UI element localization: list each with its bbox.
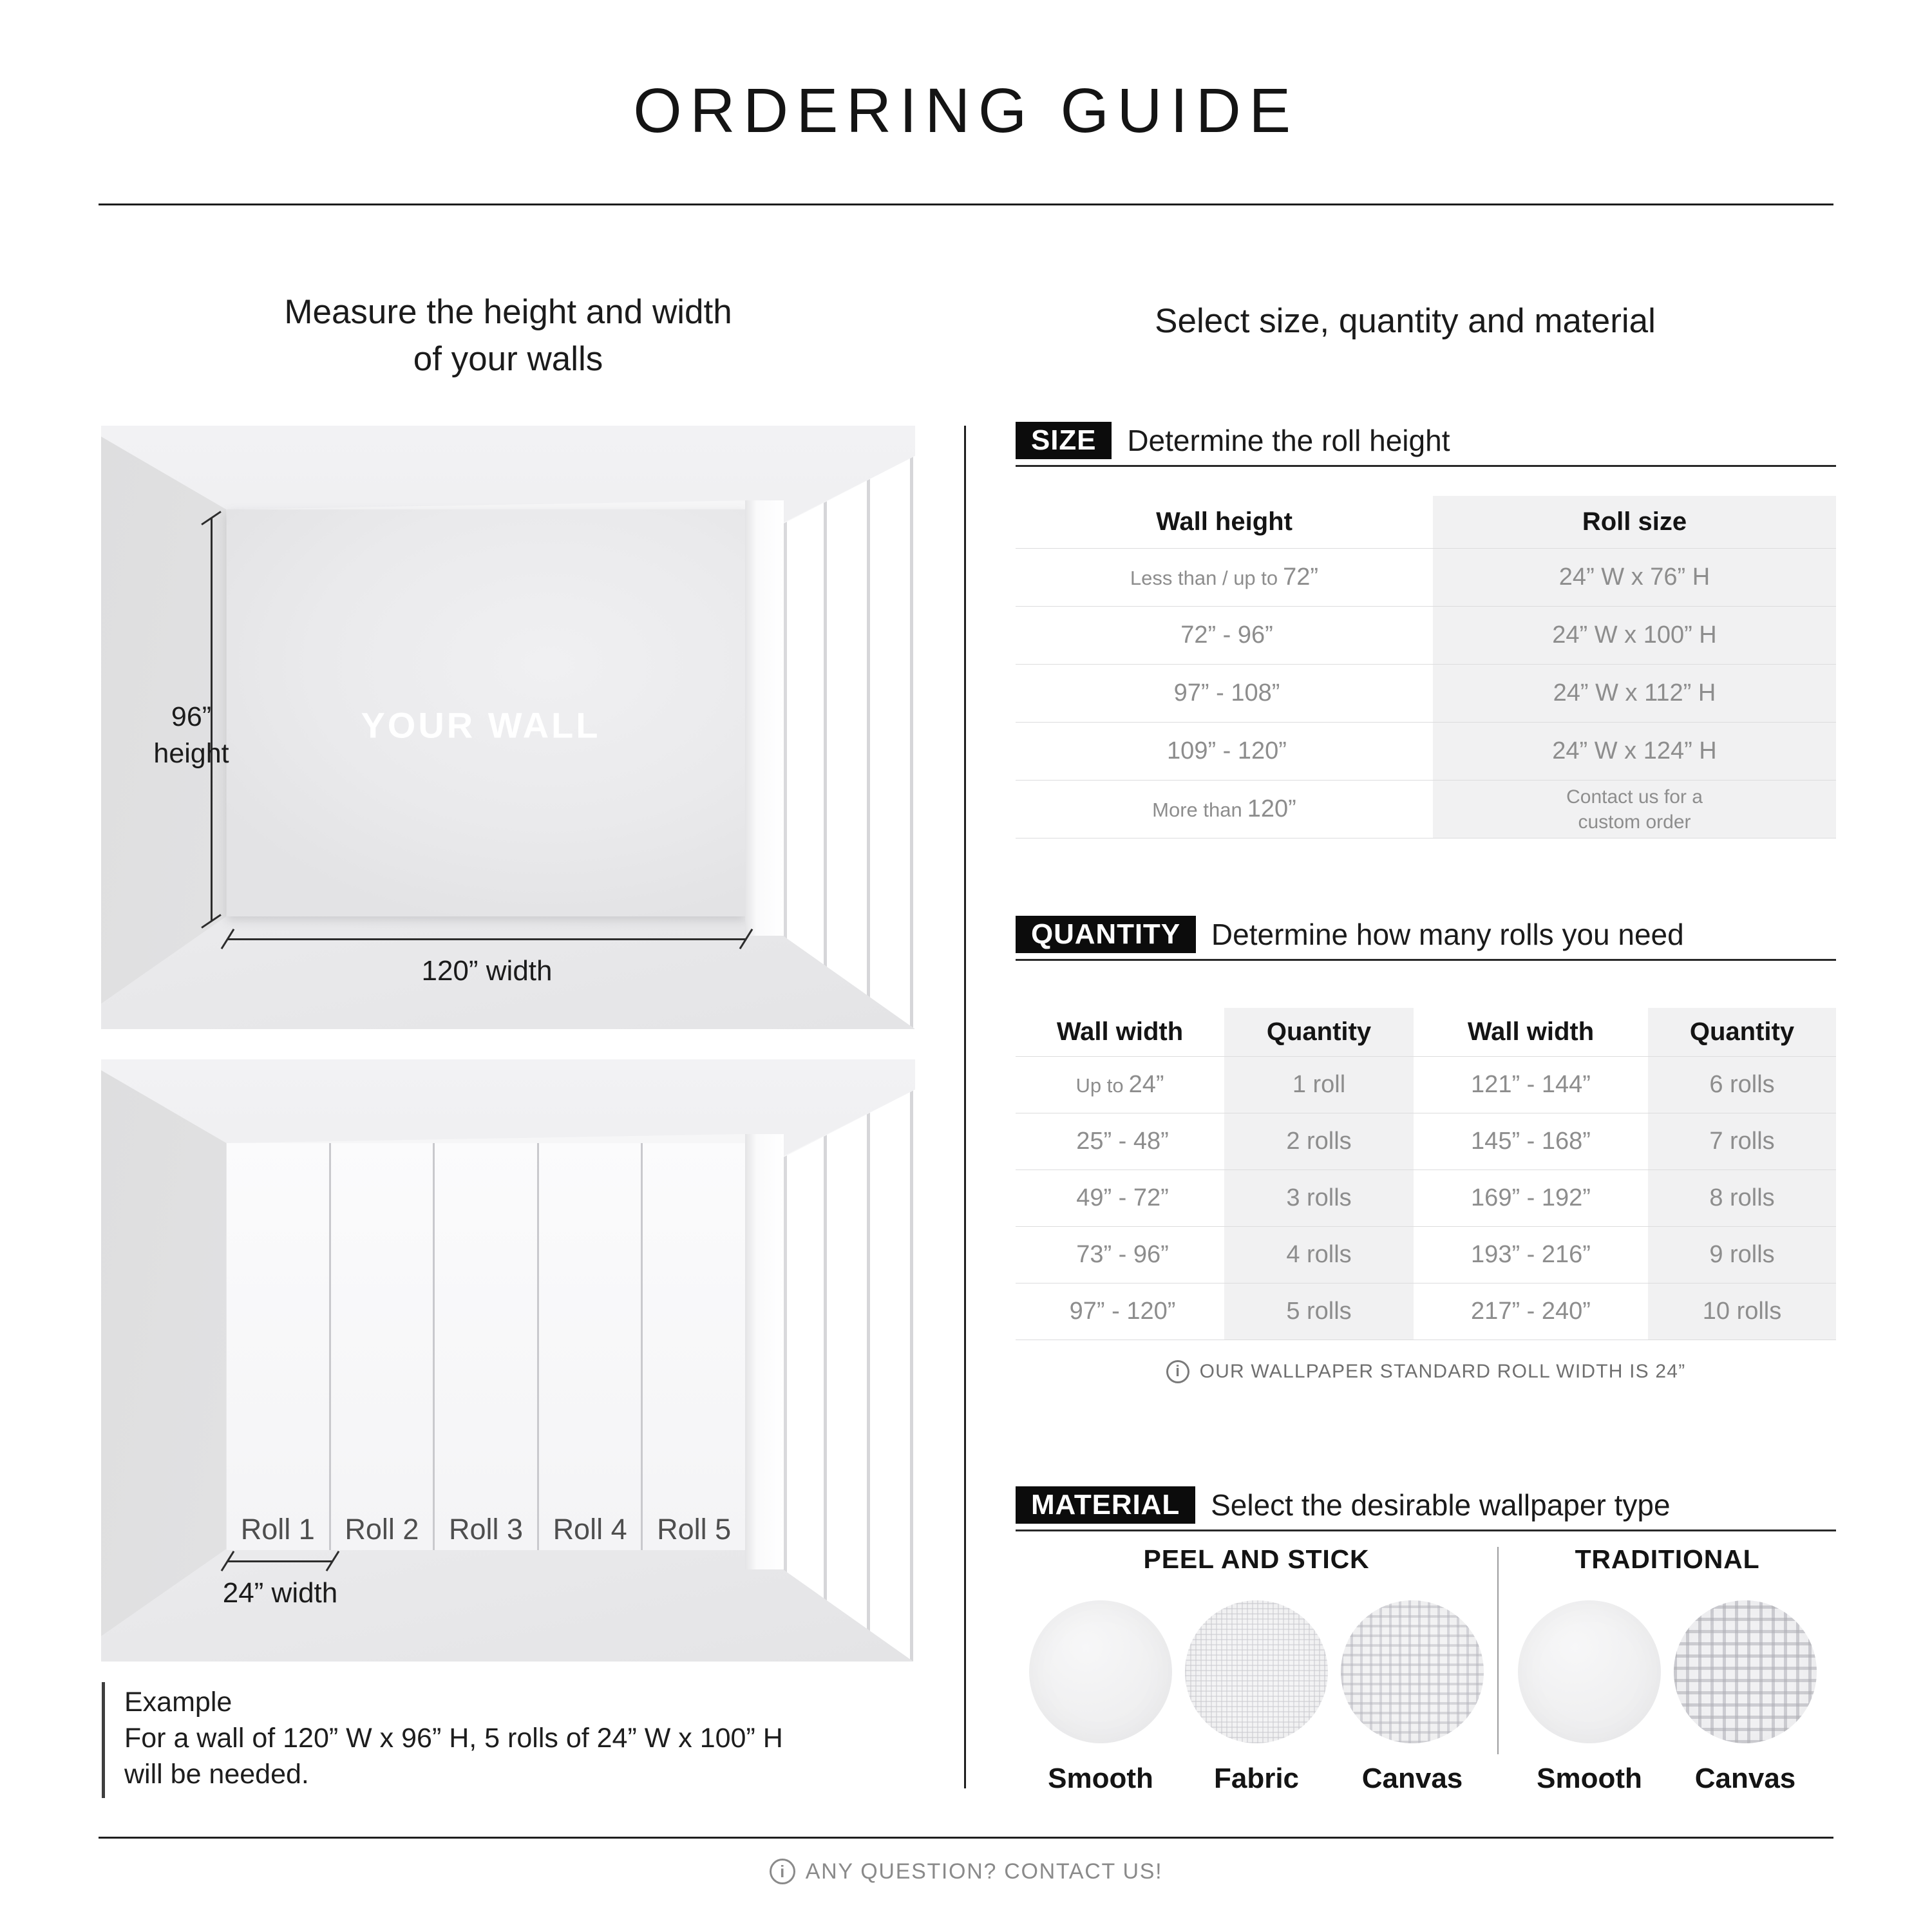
cell-value: 25” - 48”	[1076, 1128, 1169, 1155]
material-swatches	[1029, 1600, 1484, 1795]
canvas-texture-swatch	[1341, 1600, 1484, 1743]
column-divider	[964, 426, 966, 1788]
material-option-label: Smooth	[1537, 1763, 1642, 1794]
example-line1: For a wall of 120” W x 96” H, 5 rolls of 24” W x 100” H	[124, 1722, 783, 1754]
table-cell-wall-width: 121” - 144”	[1414, 1057, 1648, 1113]
cell-value: 97” - 120”	[1069, 1298, 1176, 1325]
material-badge: MATERIAL	[1016, 1486, 1195, 1524]
material-group-title: PEEL AND STICK	[1143, 1544, 1370, 1574]
roll-panel	[227, 1143, 329, 1550]
smooth-texture-swatch	[1029, 1600, 1172, 1743]
table-cell-wall-width: 145” - 168”	[1414, 1113, 1648, 1170]
roll-panel	[539, 1143, 641, 1550]
qty-col-header-wall2: Wall width	[1414, 1008, 1648, 1057]
height-dimension-label	[113, 699, 270, 772]
table-cell-wall-width	[1016, 1170, 1224, 1227]
table-cell-wall-height	[1016, 781, 1433, 838]
smooth-texture-swatch	[1518, 1600, 1661, 1743]
example-block	[102, 1682, 958, 1798]
material-section-header	[1016, 1486, 1836, 1531]
material-option-smooth	[1518, 1600, 1661, 1795]
cell-prefix: Up to	[1075, 1074, 1124, 1097]
cell-value: 73” - 96”	[1076, 1241, 1169, 1268]
title-divider	[99, 204, 1833, 205]
size-col-header-wall: Wall height	[1016, 496, 1433, 549]
roll-panel	[643, 1143, 745, 1550]
table-cell-wall-height	[1016, 723, 1433, 781]
table-cell-quantity: 3 rolls	[1224, 1170, 1414, 1227]
table-cell-quantity: 9 rolls	[1648, 1227, 1836, 1283]
size-badge: SIZE	[1016, 422, 1112, 459]
qty-col-header-qty1: Quantity	[1224, 1008, 1414, 1057]
cell-value: 72”	[1283, 564, 1319, 591]
cell-line2: custom order	[1578, 811, 1691, 833]
table-cell-quantity: 8 rolls	[1648, 1170, 1836, 1227]
cell-value: 97” - 108”	[1173, 679, 1280, 706]
right-column-heading: Select size, quantity and material	[1155, 302, 1656, 340]
material-group-peel-and-stick	[1016, 1544, 1497, 1795]
table-cell-wall-width: 193” - 216”	[1414, 1227, 1648, 1283]
height-word: height	[153, 737, 229, 769]
table-cell-roll-size: 24” W x 112” H	[1433, 665, 1836, 723]
page-title: ORDERING GUIDE	[633, 75, 1299, 146]
cell-line1: Contact us for a	[1566, 786, 1703, 808]
material-group-title: TRADITIONAL	[1575, 1544, 1760, 1574]
quantity-badge: QUANTITY	[1016, 916, 1196, 953]
material-groups	[1016, 1544, 1836, 1795]
width-dimension-line	[228, 938, 746, 940]
material-option-label: Canvas	[1361, 1763, 1463, 1794]
left-column-heading	[101, 289, 915, 383]
material-section-title: Select the desirable wallpaper type	[1211, 1488, 1671, 1522]
quantity-section-header	[1016, 916, 1836, 961]
material-option-fabric	[1185, 1600, 1328, 1795]
roll-panel	[331, 1143, 433, 1550]
material-option-label: Smooth	[1048, 1763, 1153, 1794]
height-value: 96”	[171, 701, 212, 732]
table-cell-wall-width	[1016, 1227, 1224, 1283]
roll-width-dimension-line	[228, 1560, 332, 1562]
quantity-table	[1016, 1008, 1836, 1340]
room-illustration-rolls	[101, 1059, 915, 1662]
table-cell-quantity: 4 rolls	[1224, 1227, 1414, 1283]
material-option-label: Canvas	[1694, 1763, 1796, 1794]
room-back-wall	[227, 509, 745, 916]
material-option-label: Fabric	[1213, 1763, 1300, 1794]
cell-prefix: Less than / up to	[1130, 567, 1278, 589]
footer-note-text: ANY QUESTION? CONTACT US!	[805, 1859, 1163, 1884]
roll-panel	[435, 1143, 537, 1550]
material-option-canvas	[1674, 1600, 1817, 1795]
qty-col-header-qty2: Quantity	[1648, 1008, 1836, 1057]
info-icon: i	[1166, 1360, 1189, 1383]
table-cell-roll-size	[1433, 781, 1836, 838]
cell-value: 72” - 96”	[1180, 621, 1273, 649]
footer-divider	[99, 1837, 1833, 1839]
roll-panel-label: Roll 3	[448, 1513, 524, 1546]
roll-panel-label: Roll 1	[240, 1513, 315, 1546]
table-cell-wall-width	[1016, 1113, 1224, 1170]
example-line2: will be needed.	[124, 1758, 309, 1790]
table-cell-wall-width: 169” - 192”	[1414, 1170, 1648, 1227]
roll-panel-label: Roll 2	[345, 1513, 419, 1546]
footer-note	[0, 1859, 1932, 1884]
qty-col-header-wall1: Wall width	[1016, 1008, 1224, 1057]
table-cell-roll-size: 24” W x 100” H	[1433, 607, 1836, 665]
size-section-title: Determine the roll height	[1127, 424, 1450, 457]
table-cell-quantity: 2 rolls	[1224, 1113, 1414, 1170]
quantity-section-title: Determine how many rolls you need	[1211, 918, 1684, 951]
cell-prefix: More than	[1152, 799, 1242, 821]
table-cell-roll-size: 24” W x 124” H	[1433, 723, 1836, 781]
roll-panel-label: Roll 5	[657, 1513, 732, 1546]
table-cell-wall-height	[1016, 665, 1433, 723]
roll-panels	[227, 1143, 745, 1550]
table-cell-wall-width	[1016, 1057, 1224, 1113]
roll-width-dimension-label: 24” width	[222, 1577, 338, 1609]
width-dimension-label: 120” width	[421, 955, 553, 987]
window-frame-pillar	[745, 1134, 784, 1569]
example-heading: Example	[124, 1687, 232, 1718]
window-glazing	[784, 1059, 915, 1662]
roll-panel-label: Roll 4	[553, 1513, 627, 1546]
info-icon: i	[770, 1859, 795, 1884]
table-cell-wall-height	[1016, 607, 1433, 665]
material-option-canvas	[1341, 1600, 1484, 1795]
your-wall-label: YOUR WALL	[361, 705, 601, 746]
table-cell-wall-height	[1016, 549, 1433, 607]
room-illustration-measure	[101, 426, 915, 1029]
size-section-header	[1016, 422, 1836, 467]
cell-value: 24”	[1128, 1071, 1164, 1098]
left-heading-line1: Measure the height and width	[284, 293, 732, 331]
table-cell-quantity: 1 roll	[1224, 1057, 1414, 1113]
table-cell-wall-width	[1016, 1283, 1224, 1340]
size-table	[1016, 496, 1836, 838]
cell-value: 49” - 72”	[1076, 1184, 1169, 1211]
table-cell-quantity: 5 rolls	[1224, 1283, 1414, 1340]
roll-width-note	[1016, 1360, 1836, 1383]
cell-value: 109” - 120”	[1167, 737, 1287, 764]
left-heading-line2: of your walls	[413, 340, 603, 379]
table-cell-quantity: 10 rolls	[1648, 1283, 1836, 1340]
cell-value: 120”	[1247, 795, 1296, 822]
table-cell-quantity: 6 rolls	[1648, 1057, 1836, 1113]
size-col-header-roll: Roll size	[1433, 496, 1836, 549]
fabric-texture-swatch	[1185, 1600, 1328, 1743]
canvas-texture-swatch	[1674, 1600, 1817, 1743]
material-group-traditional	[1499, 1544, 1836, 1795]
table-cell-roll-size: 24” W x 76” H	[1433, 549, 1836, 607]
material-option-smooth	[1029, 1600, 1172, 1795]
window-frame-pillar	[745, 500, 784, 936]
material-swatches	[1518, 1600, 1817, 1795]
window-glazing	[784, 426, 915, 1029]
table-cell-wall-width: 217” - 240”	[1414, 1283, 1648, 1340]
roll-width-note-text: OUR WALLPAPER STANDARD ROLL WIDTH IS 24”	[1199, 1361, 1686, 1382]
table-cell-quantity: 7 rolls	[1648, 1113, 1836, 1170]
